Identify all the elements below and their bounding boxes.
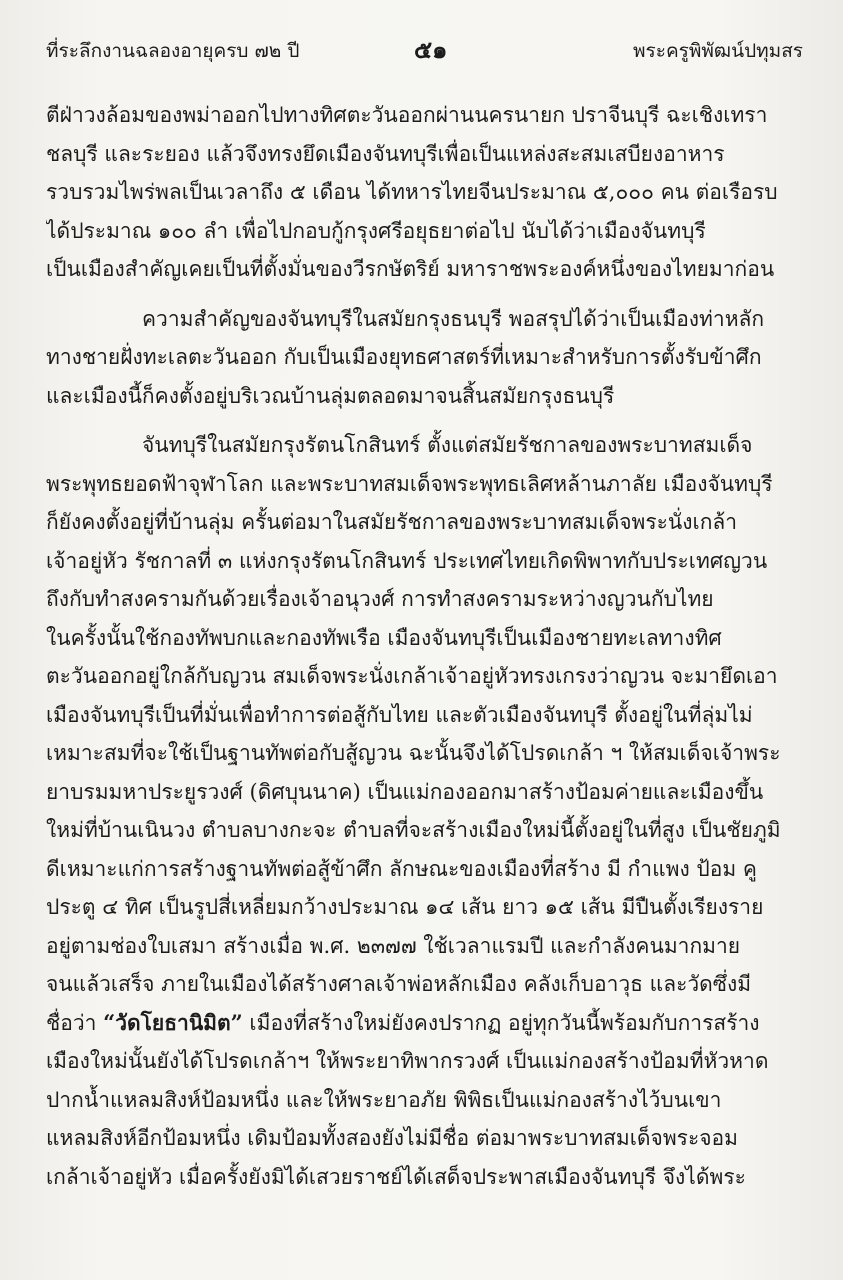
text-line: ใหม่ที่บ้านเนินวง ตำบลบางกะจะ ตำบลที่จะสร้างเมืองใหม่นี้ตั้งอยู่ในที่สูง เป็นชัยภูมิ: [46, 818, 781, 842]
text-line: ประตู ๔ ทิศ เป็นรูปสี่เหลี่ยมกว้างประมาณ ๑๔ เส้น ยาว ๑๕ เส้น มีปืนตั้งเรียงราย: [46, 895, 764, 919]
text-line: รวบรวมไพร่พลเป็นเวลาถึง ๕ เดือน ได้ทหารไทยจีนประมาณ ๕,๐๐๐ คน ต่อเรือรบ: [46, 180, 778, 204]
line-segment: ชื่อว่า: [46, 1010, 104, 1035]
text-line: ดีเหมาะแก่การสร้างฐานทัพต่อสู้ข้าศึก ลักษณะของเมืองที่สร้าง มี กำแพง ป้อม คู: [46, 856, 757, 881]
paragraph: [46, 96, 802, 289]
text-line: เกล้าเจ้าอยู่หัว เมื่อครั้งยังมิได้เสวยราชย์ได้เสด็จประพาสเมืองจันทบุรี จึงได้พระ: [46, 1164, 746, 1189]
paragraph: [46, 426, 802, 1196]
text-line: จนแล้วเสร็จ ภายในเมืองได้สร้างศาลเจ้าพ่อหลักเมือง คลังเก็บอาวุธ และวัดซึ่งมี: [46, 972, 752, 996]
text-line: ทางชายฝั่งทะเลตะวันออก กับเป็นเมืองยุทธศาสตร์ที่เหมาะสำหรับการตั้งรับข้าศึก: [46, 345, 762, 369]
header-author: พระครูพิพัฒน์ปทุมสร: [633, 40, 803, 62]
body-text: [46, 96, 802, 1196]
text-line: เมืองจันทบุรีเป็นที่มั่นเพื่อทำการต่อสู้กับไทย และตัวเมืองจันทบุรี ตั้งอยู่ในที่ลุ่มไม่: [46, 702, 753, 727]
text-line: ตีฝ่าวงล้อมของพม่าออกไปทางทิศตะวันออกผ่านนครนายก ปราจีนบุรี ฉะเชิงเทรา: [46, 103, 768, 127]
text-line: [46, 1004, 802, 1043]
page-number: ๕๑: [414, 35, 448, 64]
text-line: ตะวันออกอยู่ใกล้กับญวน สมเด็จพระนั่งเกล้าเจ้าอยู่หัวทรงเกรงว่าญวน จะมายึดเอา: [46, 664, 778, 688]
text-line: ชลบุรี และระยอง แล้วจึงทรงยึดเมืองจันทบุรีเพื่อเป็นแหล่งสะสมเสบียงอาหาร: [46, 141, 725, 166]
text-line: ความสำคัญของจันทบุรีในสมัยกรุงธนบุรี พอสรุปได้ว่าเป็นเมืองท่าหลัก: [142, 306, 765, 331]
text-line: และเมืองนี้ก็คงตั้งอยู่บริเวณบ้านลุ่มตลอดมาจนสิ้นสมัยกรุงธนบุรี: [46, 383, 615, 408]
text-line: ถึงกับทำสงครามกันด้วยเรื่องเจ้าอนุวงศ์ การทำสงครามระหว่างญวนกับไทย: [46, 587, 714, 611]
text-line: ในครั้งนั้นใช้กองทัพบกและกองทัพเรือ เมืองจันทบุรีเป็นเมืองชายทะเลทางทิศ: [46, 625, 722, 650]
text-line: ก็ยังคงตั้งอยู่ที่บ้านลุ่ม ครั้นต่อมาในสมัยรัชกาลของพระบาทสมเด็จพระนั่งเกล้า: [46, 510, 738, 534]
paragraph: [46, 300, 802, 416]
text-line: เป็นเมืองสำคัญเคยเป็นที่ตั้งมั่นของวีรกษัตริย์ มหาราชพระองค์หนึ่งของไทยมาก่อน: [46, 257, 775, 281]
paragraph-gap: [46, 289, 802, 300]
text-line: ยาบรมมหาประยูรวงศ์ (ดิศบุนนาค) เป็นแม่กองออกมาสร้างป้อมค่ายและเมืองขึ้น: [46, 779, 764, 804]
text-line: เจ้าอยู่หัว รัชกาลที่ ๓ แห่งกรุงรัตนโกสินทร์ ประเทศไทยเกิดพิพาทกับประเทศญวน: [46, 548, 768, 573]
text-line: พระพุทธยอดฟ้าจุฬาโลก และพระบาทสมเด็จพระพุทธเลิศหล้านภาลัย เมืองจันทบุรี: [46, 471, 773, 496]
text-line: ปากน้ำแหลมสิงห์ป้อมหนึ่ง และให้พระยาอภัย พิพิธเป็นแม่กองสร้างไว้บนเขา: [46, 1087, 722, 1112]
text-line: แหลมสิงห์อีกป้อมหนึ่ง เดิมป้อมทั้งสองยังไม่มีชื่อ ต่อมาพระบาทสมเด็จพระจอม: [46, 1126, 739, 1150]
page-header: [46, 30, 803, 64]
text-line: เมืองใหม่นั้นยังได้โปรดเกล้าฯ ให้พระยาทิพากรวงศ์ เป็นแม่กองสร้างป้อมที่หัวหาด: [46, 1049, 769, 1073]
line-segment: เมืองที่สร้างใหม่ยังคงปรากฏ อยู่ทุกวันนี้พร้อมกับการสร้าง: [242, 1010, 760, 1035]
temple-name: “วัดโยธานิมิต”: [103, 1009, 243, 1035]
text-line: จันทบุรีในสมัยกรุงรัตนโกสินทร์ ตั้งแต่สมัยรัชกาลของพระบาทสมเด็จ: [142, 433, 753, 457]
text-line: ได้ประมาณ ๑๐๐ ลำ เพื่อไปกอบกู้กรุงศรีอยุธยาต่อไป นับได้ว่าเมืองจันทบุรี: [46, 218, 706, 243]
header-book-title: ที่ระลึกงานฉลองอายุครบ ๗๒ ปี: [46, 40, 300, 62]
paragraph-gap: [46, 415, 802, 426]
text-line: เหมาะสมที่จะใช้เป็นฐานทัพต่อกับสู้ญวน ฉะนั้นจึงได้โปรดเกล้า ฯ ให้สมเด็จเจ้าพระ: [46, 741, 781, 765]
text-line: อยู่ตามช่องใบเสมา สร้างเมื่อ พ.ศ. ๒๓๗๗ ใช้เวลาแรมปี และกำลังคนมากมาย: [46, 933, 741, 958]
